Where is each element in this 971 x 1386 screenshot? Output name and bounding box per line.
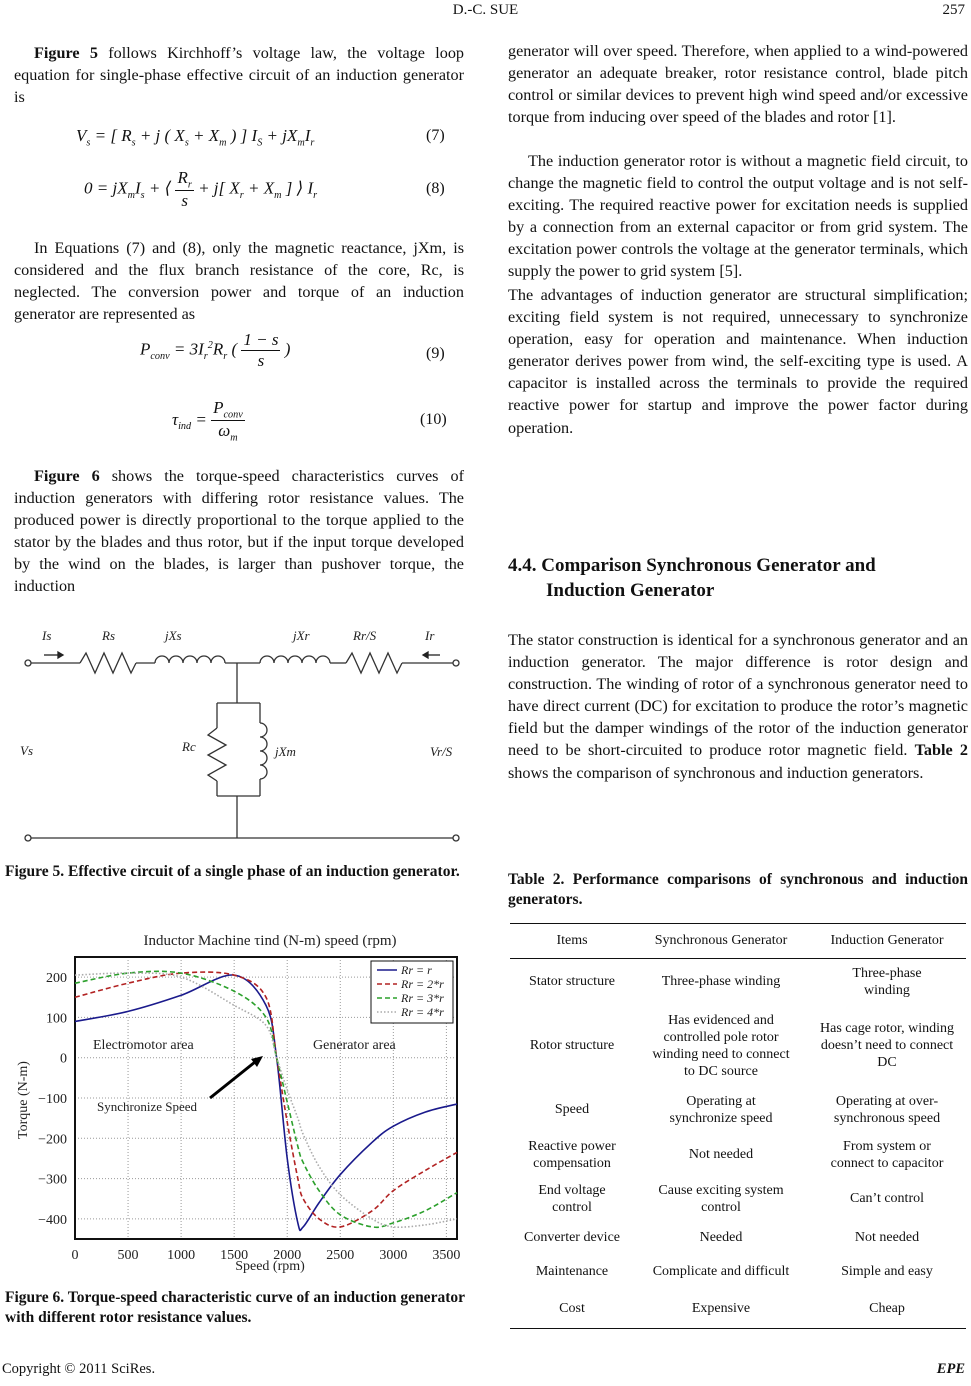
cell-induction: Cheap xyxy=(808,1289,966,1329)
cell-induction: Simple and easy xyxy=(841,1264,933,1279)
equation-10-number: (10) xyxy=(420,411,447,428)
cell-induction: Operating at over-synchronous speed xyxy=(833,1093,941,1126)
chart-x-label: Speed (rpm) xyxy=(235,1259,305,1274)
cell-synchronous: Has evidenced and controlled pole rotor winding need to connect to DC source xyxy=(652,1012,790,1079)
table-row xyxy=(510,959,966,1005)
section-heading-4-4 xyxy=(508,553,968,603)
section-number: 4.4. xyxy=(508,555,537,576)
legend-entry: Rr = 2*r xyxy=(401,977,444,991)
cell-synchronous: Expensive xyxy=(634,1289,808,1329)
label-is: Is xyxy=(42,628,52,643)
cell-induction: From system or connect to capacitor xyxy=(830,1138,944,1171)
synchronize-speed-arrow xyxy=(210,1062,255,1098)
table-row xyxy=(510,1221,966,1255)
x-tick-label: 3000 xyxy=(379,1248,408,1263)
cell-synchronous: Not needed xyxy=(688,1147,754,1162)
x-tick-label: 0 xyxy=(71,1248,79,1263)
cell-item: Cost xyxy=(510,1289,634,1329)
figure6-caption: Figure 6. Torque-speed characteristic curve of an induction generator with different rotor resistance values. xyxy=(5,1289,465,1326)
section-title-line2: Induction Generator xyxy=(546,580,715,601)
cell-induction: Three-phase winding xyxy=(852,965,922,998)
label-vr-s: Vr/S xyxy=(430,744,453,759)
table2-performance-comparison xyxy=(510,923,966,1329)
table-header-row xyxy=(510,924,966,959)
annotation-electromotor-area: Electromotor area xyxy=(93,1038,194,1053)
figure6-ref: Figure 6 xyxy=(34,467,100,485)
label-vs: Vs xyxy=(20,743,33,758)
cell-item: Rotor structure xyxy=(529,1038,615,1053)
x-tick-label: 2000 xyxy=(273,1248,302,1263)
cell-synchronous: Operating at synchronize speed xyxy=(669,1093,773,1126)
table2-container xyxy=(510,923,966,1329)
x-tick-label: 2500 xyxy=(326,1248,355,1263)
y-tick-label: −200 xyxy=(38,1132,67,1148)
table2-ref: Table 2 xyxy=(914,741,968,760)
x-tick-label: 1000 xyxy=(167,1248,196,1263)
y-tick-label: −400 xyxy=(38,1212,67,1228)
header-induction: Induction Generator xyxy=(808,924,966,959)
paragraph-text: shows the torque-speed characteristics curves of induction generators with differing rotor resistance values. The produced power is directly proportional to the torque applied to the stator by the blades and thus rotor, but if the input torque developed by the wind on the blades, is larger than pushover torque, the induction xyxy=(14,467,464,596)
paragraph-advantages: The advantages of induction generator are structural simplification; exciting field system is not required, unnecessary to synchronize operation, easy for operation and maintenance. When induction generator derives power from wind, the self-exciting type is used. A capacitor is installed across the terminals to provide the required reactive power for startup and improve the power factor during operation. xyxy=(508,286,968,437)
y-tick-label: 100 xyxy=(46,1011,67,1027)
header-items: Items xyxy=(510,924,634,959)
legend-entry: Rr = r xyxy=(401,963,432,977)
cell-induction: Not needed xyxy=(854,1230,920,1245)
equation-8-number: (8) xyxy=(426,180,445,197)
equation-9: $P_{conv} = 3I_r^2R_r$ ( $\frac{1 - s}{s}$ ) xyxy=(140,330,291,370)
cell-item: Reactive power compensation xyxy=(528,1138,616,1171)
x-tick-label: 1500 xyxy=(220,1248,249,1263)
table-row xyxy=(510,1087,966,1133)
label-jxs: jXs xyxy=(165,628,182,643)
table-row xyxy=(510,1133,966,1177)
cell-item: End voltage control xyxy=(538,1182,606,1215)
cell-item: Speed xyxy=(554,1102,590,1117)
paragraph-text: follows Kirchhoff’s voltage law, the voltage loop equation for single-phase effective circuit of an induction generator is xyxy=(14,44,465,107)
figure5-caption: Figure 5. Effective circuit of a single phase of an induction generator. xyxy=(5,863,460,880)
figure5-ref: Figure 5 xyxy=(34,44,98,62)
cell-synchronous: Three-phase winding xyxy=(661,974,781,990)
paragraph-text: The stator construction is identical for a synchronous generator and an induction generator. The major difference is rotor design and construction. The winding of rotor of a synchronous generator need to have direct current (DC) for excitation to produce the rotor’s magnetic field but the damper windings of the rotor of the induction generator need to be short-circuited to produce rotor magnetic field. xyxy=(508,631,968,760)
label-jxr: jXr xyxy=(293,628,310,643)
y-tick-label: 200 xyxy=(46,971,67,987)
cell-induction: Can’t control xyxy=(849,1191,924,1206)
figure5-circuit-diagram xyxy=(10,618,470,848)
label-rc: Rc xyxy=(182,739,196,754)
running-header-author: D.-C. SUE xyxy=(452,2,519,18)
equation-9-number: (9) xyxy=(426,345,445,362)
y-tick-label: 0 xyxy=(60,1051,67,1067)
table-row xyxy=(510,1255,966,1289)
cell-induction: Has cage rotor, winding doesn’t need to connect DC xyxy=(820,1021,954,1070)
equation-10: $\tau_{ind}$ = $\frac{P_{conv}}{\omega_m}$ xyxy=(172,398,243,444)
cell-item: Maintenance xyxy=(535,1264,609,1279)
annotation-generator-area: Generator area xyxy=(313,1038,396,1053)
x-tick-label: 500 xyxy=(117,1248,139,1263)
table-row xyxy=(510,1177,966,1221)
label-jxm: jXm xyxy=(275,744,296,759)
cell-synchronous: Cause exciting system control xyxy=(658,1182,784,1215)
paragraph-figure5-intro xyxy=(14,42,464,108)
paragraph-over-speed: generator will over speed. Therefore, when applied to a wind-powered generator an adequate breaker, rotor resistance control, blade pitch control or similar devices to prevent high wind speed and/or excessive torque from inducing over speed of the blades and rotor [1]. xyxy=(508,42,968,127)
chart-y-label: Torque (N-m) xyxy=(16,1061,31,1139)
cell-synchronous: Complicate and difficult xyxy=(652,1264,790,1279)
equation-7-number: (7) xyxy=(426,127,445,144)
label-rr-s: Rr/S xyxy=(353,628,377,643)
x-tick-label: 3500 xyxy=(432,1248,461,1263)
cell-item: Stator structure xyxy=(529,974,615,990)
paragraph-text: shows the comparison of synchronous and induction generators. xyxy=(508,763,924,782)
figure6-torque-speed-chart xyxy=(5,925,465,1275)
equation-8: $0 = jX_mI_s$ + ⟨ $\frac{R_r}{s}$ + j[ $X_r + X_m$ ] ⟩ $I_r$ xyxy=(84,168,318,211)
y-tick-label: −100 xyxy=(38,1092,67,1107)
footer-copyright: Copyright © 2011 SciRes. xyxy=(2,1361,156,1377)
paragraph-stator-comparison xyxy=(508,629,968,784)
y-tick-label: −300 xyxy=(38,1172,67,1188)
footer-journal: EPE xyxy=(936,1361,965,1377)
table2-caption: Table 2. Performance comparisons of synchronous and induction generators. xyxy=(508,871,968,908)
paragraph-rotor-excitation: The induction generator rotor is without a magnetic field circuit, to change the magnetic field to control the output voltage and is not self-exciting. The required reactive power for excitation needs is supplied by a connection from an external capacitor or from grid system. The excitation power controls the voltage at the generator terminals, which supply the power to grid system [5]. xyxy=(508,152,968,281)
label-rs: Rs xyxy=(102,628,115,643)
section-title-line1: Comparison Synchronous Generator and xyxy=(541,555,876,576)
table-row xyxy=(510,1289,966,1329)
table-row xyxy=(510,1005,966,1087)
cell-item: Converter device xyxy=(523,1230,620,1245)
header-synchronous: Synchronous Generator xyxy=(634,924,808,959)
label-ir: Ir xyxy=(425,628,435,643)
legend-entry: Rr = 3*r xyxy=(401,991,444,1005)
chart-title: Inductor Machine τind (N-m) speed (rpm) xyxy=(143,933,397,949)
equation-7: $V_s$ = [ $R_s + j$ ( $X_s + X_m$ ) ] $I_S + jX_mI_r$ xyxy=(76,126,315,149)
page-number: 257 xyxy=(942,2,965,18)
annotation-synchronize-speed: Synchronize Speed xyxy=(97,1099,198,1114)
cell-synchronous: Needed xyxy=(699,1230,743,1245)
legend-entry: Rr = 4*r xyxy=(401,1005,444,1019)
paragraph-figure6-discussion xyxy=(14,465,464,598)
paragraph-equations-explanation: In Equations (7) and (8), only the magnetic reactance, jXm, is considered and the flux branch resistance of the core, Rc, is neglected. The conversion power and torque of an induction generator are represented as xyxy=(14,239,464,324)
